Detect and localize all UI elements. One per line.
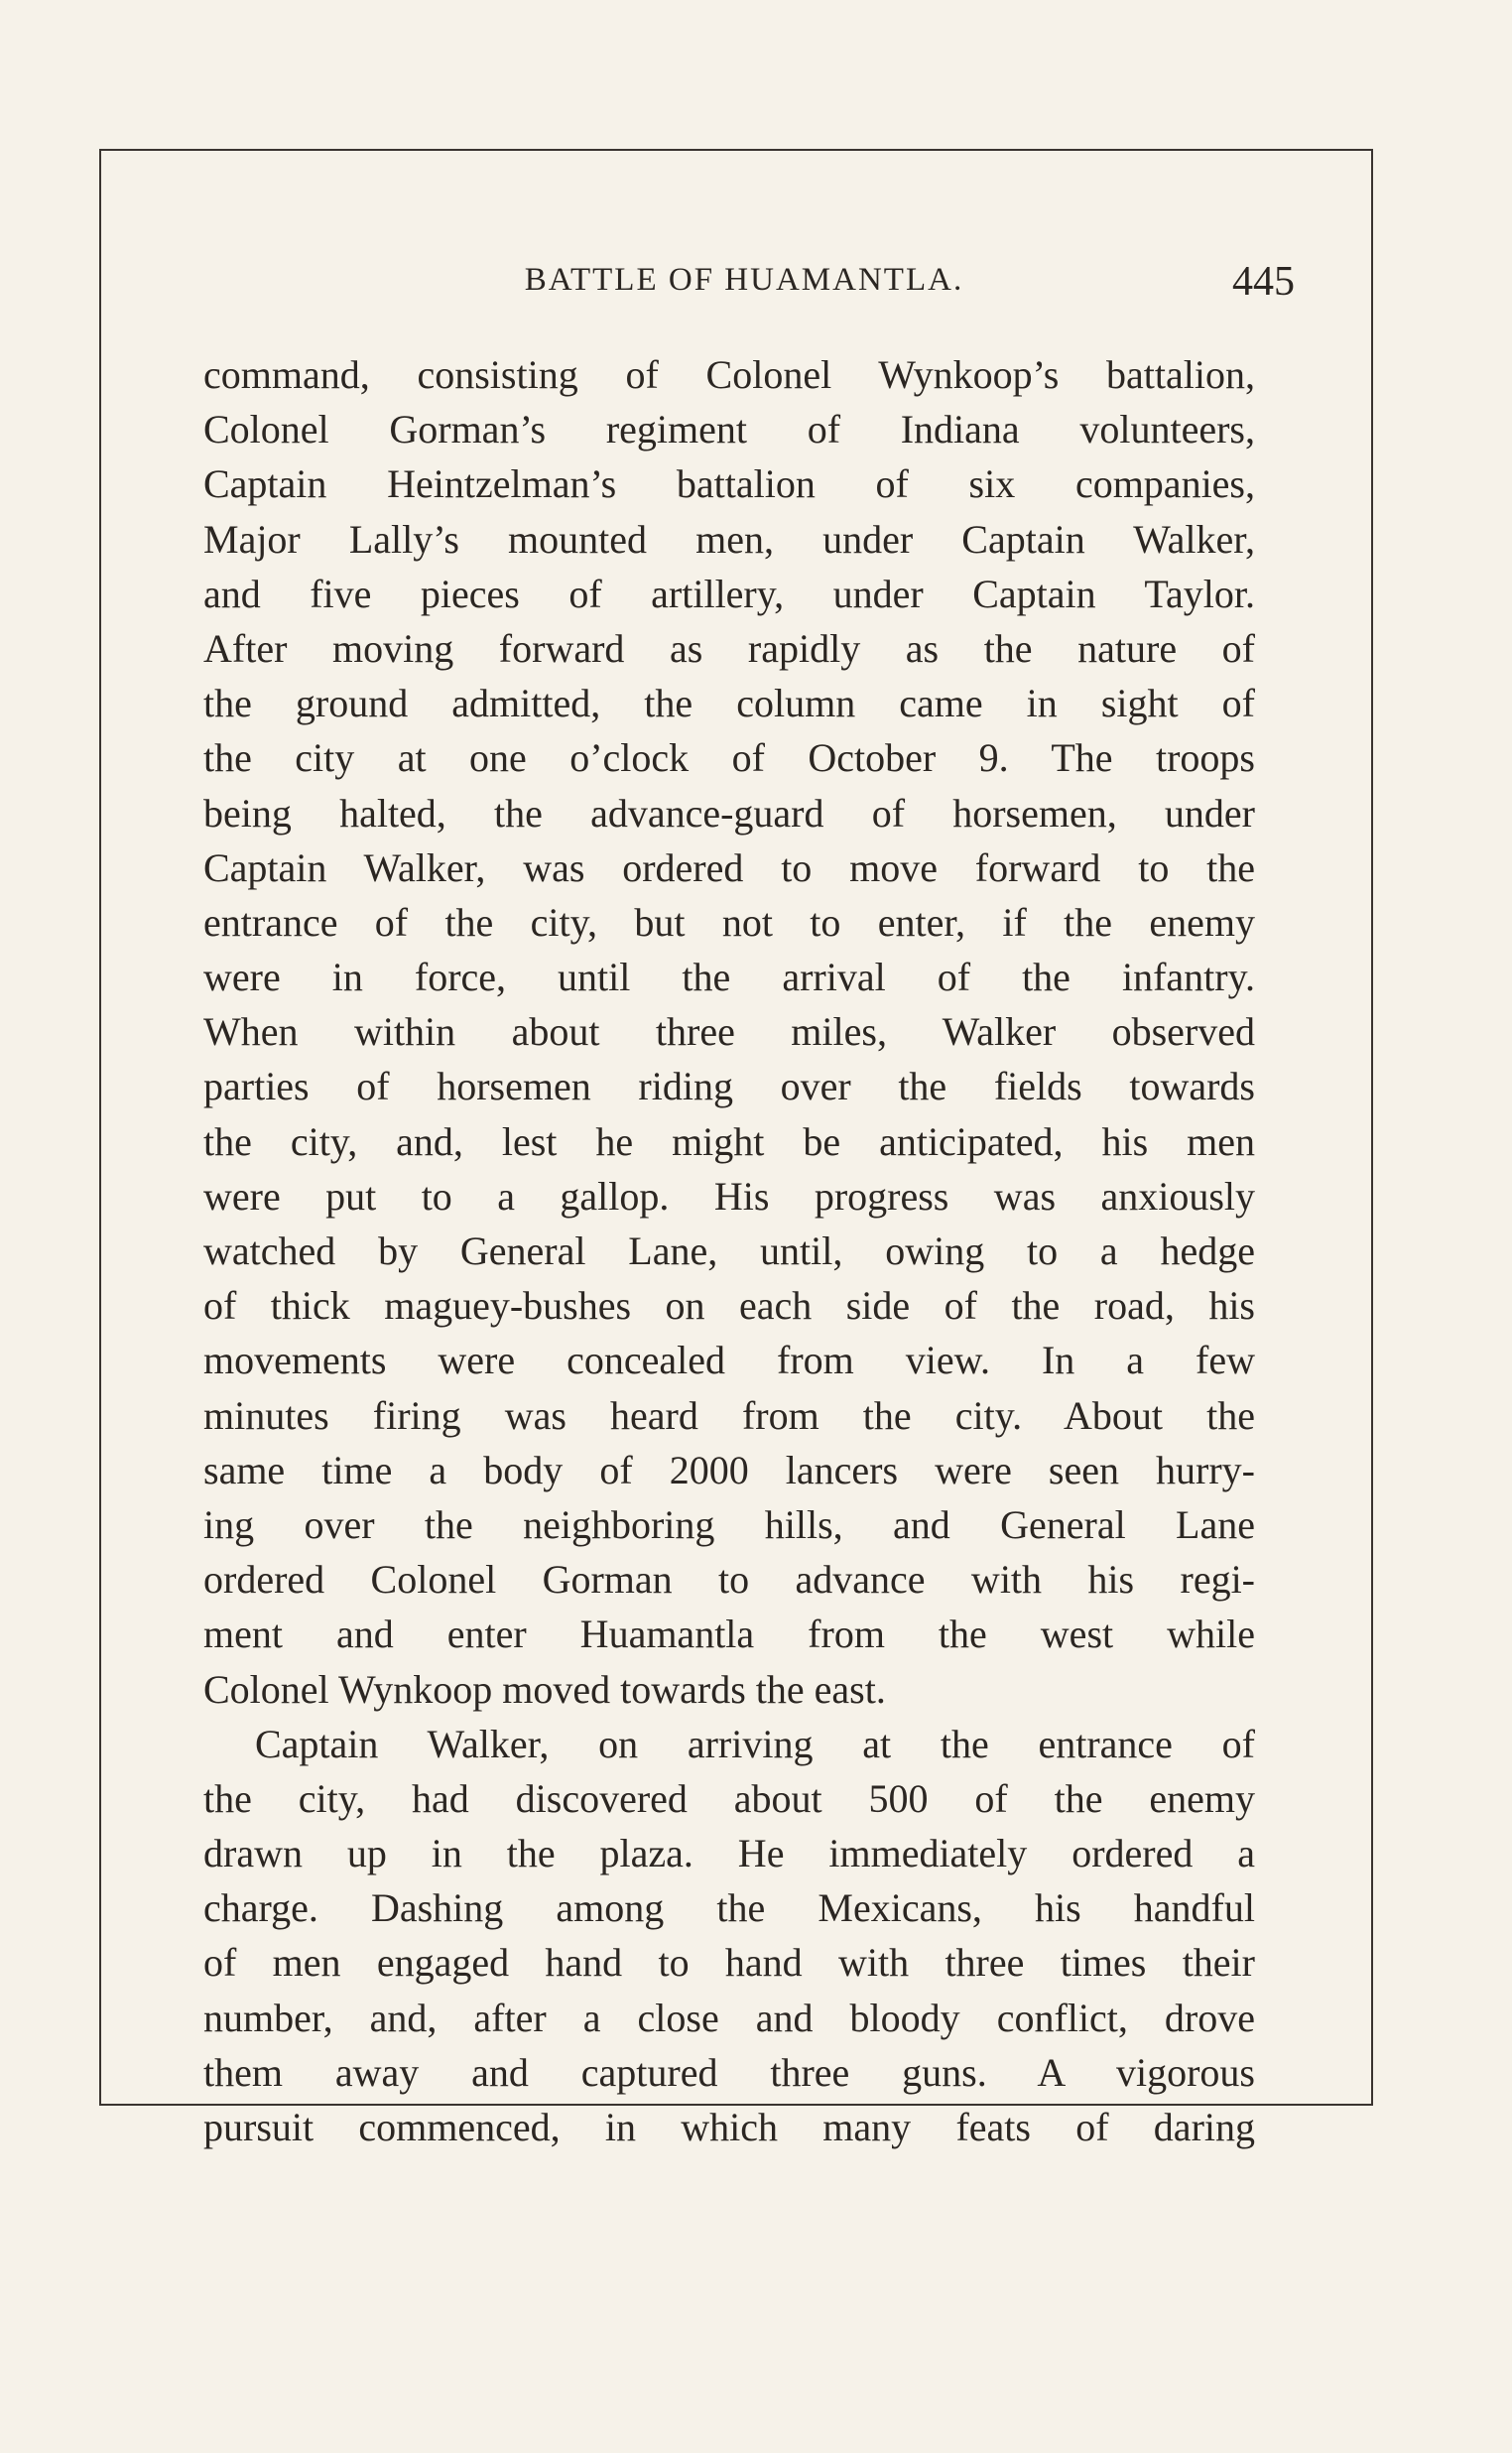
text-line: parties of horsemen riding over the fields towards [203,1064,1255,1109]
text-line: movements were concealed from view. In a few [203,1338,1255,1383]
text-line: the city, and, lest he might be anticipated, his men [203,1118,1255,1164]
page-frame-top-rule [99,149,1371,151]
page-number: 445 [1232,259,1295,305]
text-line: command, consisting of Colonel Wynkoop’s battalion, [203,352,1255,397]
paragraph-start-line: Captain Walker, on arriving at the entrance of [255,1721,1255,1766]
text-line: After moving forward as rapidly as the nature of [203,625,1255,671]
text-line: being halted, the advance-guard of horsemen, under [203,790,1255,836]
text-line: When within about three miles, Walker observed [203,1009,1255,1055]
text-line: minutes firing was heard from the city. About the [203,1392,1255,1438]
page-frame-right-rule [1371,149,1373,2104]
page-frame-left-rule [99,149,101,2104]
text-line: ing over the neighboring hills, and General Lane [203,1501,1255,1547]
text-line: the city at one o’clock of October 9. The troops [203,735,1255,781]
text-line: the ground admitted, the column came in sight of [203,681,1255,726]
text-line: the city, had discovered about 500 of the enemy [203,1775,1255,1821]
text-line: and five pieces of artillery, under Captain Taylor. [203,571,1255,616]
text-line: ordered Colonel Gorman to advance with his regi- [203,1557,1255,1603]
text-line: entrance of the city, but not to enter, if the enemy [203,899,1255,945]
text-line: same time a body of 2000 lancers were seen hurry- [203,1447,1255,1492]
text-line: Captain Heintzelman’s battalion of six companies, [203,461,1255,507]
text-line: watched by General Lane, until, owing to a hedge [203,1228,1255,1273]
text-line: of men engaged hand to hand with three times their [203,1940,1255,1986]
running-title: BATTLE OF HUAMANTLA. [524,262,964,298]
text-line: ment and enter Huamantla from the west while [203,1612,1255,1657]
text-line: were in force, until the arrival of the infantry. [203,955,1255,1000]
text-line: of thick maguey-bushes on each side of the road, his [203,1283,1255,1329]
text-line: Major Lally’s mounted men, under Captain Walker, [203,516,1255,562]
paragraph-end-line: Colonel Wynkoop moved towards the east. [203,1666,886,1712]
text-line: them away and captured three guns. A vigorous [203,2049,1255,2095]
text-line: pursuit commenced, in which many feats of daring [203,2105,1255,2149]
text-line: were put to a gallop. His progress was anxiously [203,1173,1255,1219]
text-line: Colonel Gorman’s regiment of Indiana volunteers, [203,407,1255,452]
text-line: Captain Walker, was ordered to move forward to the [203,844,1255,890]
running-head [193,258,1295,318]
text-line: number, and, after a close and bloody conflict, drove [203,1995,1255,2040]
text-line: drawn up in the plaza. He immediately ordered a [203,1831,1255,1876]
text-line: charge. Dashing among the Mexicans, his handful [203,1885,1255,1931]
body-text [203,347,1255,2154]
